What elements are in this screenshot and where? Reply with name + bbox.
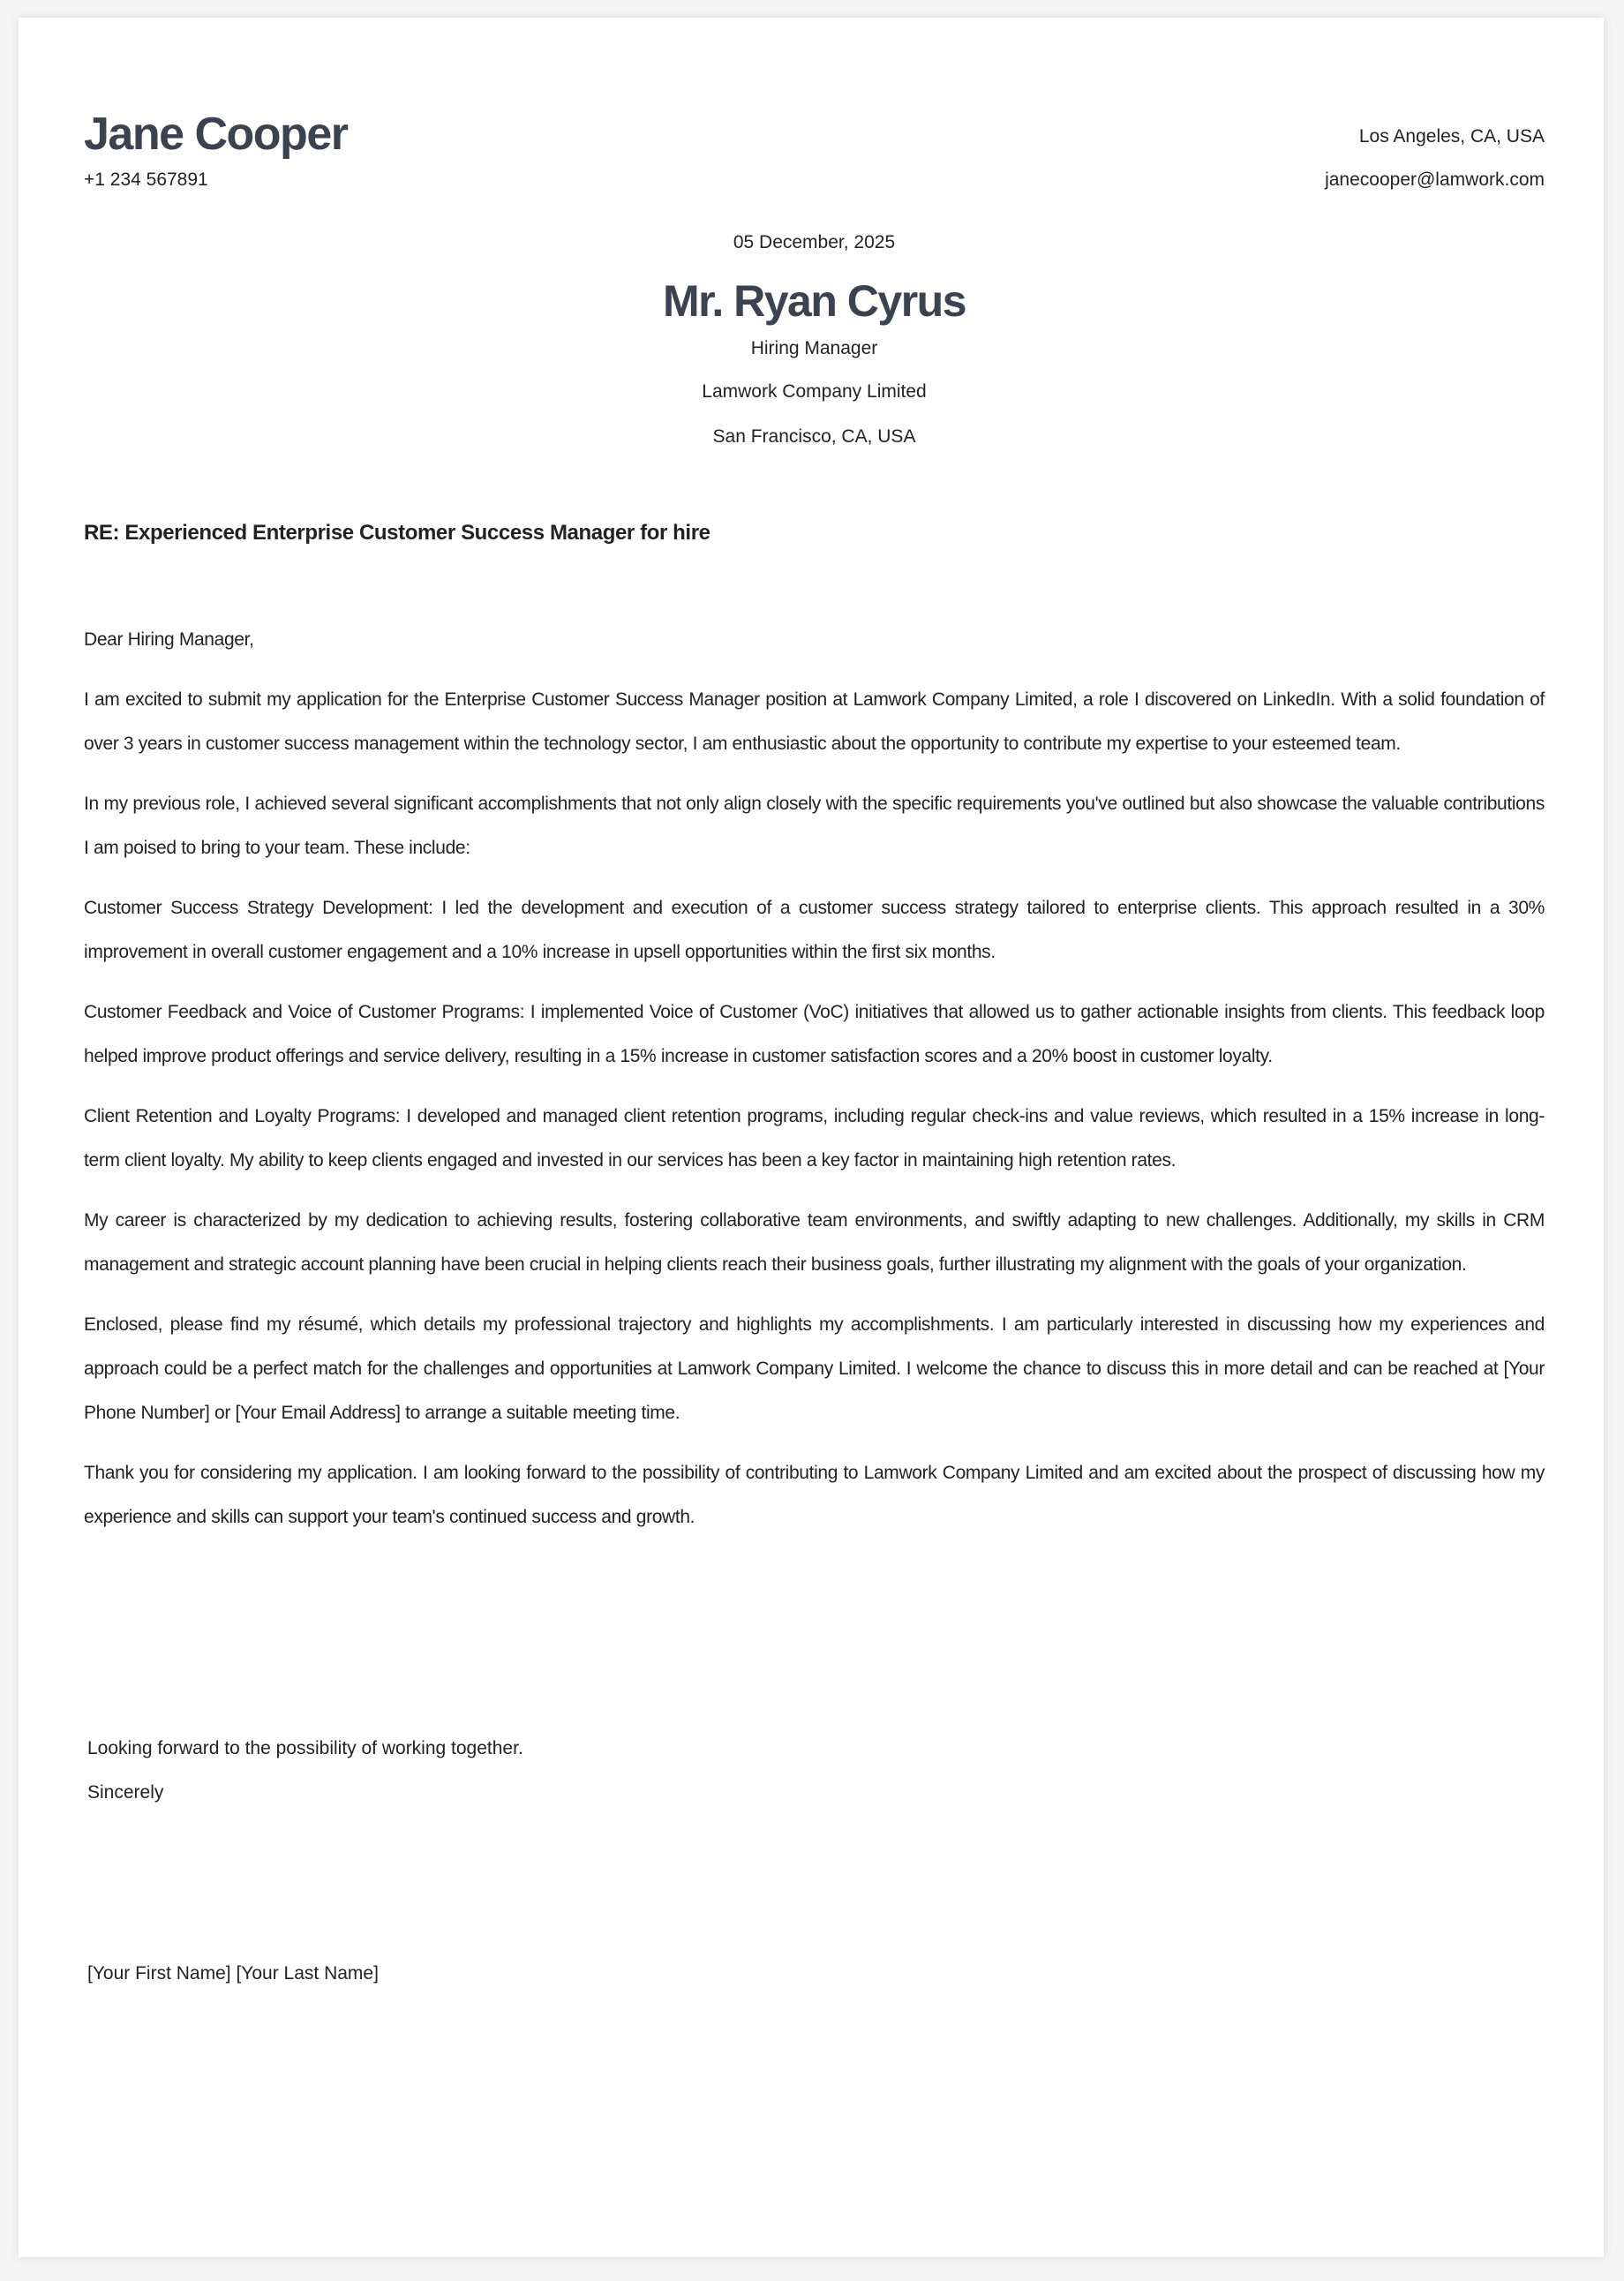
sender-address: Los Angeles, CA, USA — [1358, 126, 1545, 147]
sender-name: Jane Cooper — [84, 109, 348, 160]
paragraph: Customer Success Strategy Development: I led the development and execution of a customer success strategy tailored to enterprise clients. This approach resulted in a 30% improvement in overall customer engagement and a 10% increase in upsell opportunities within the first six months. — [84, 898, 1545, 962]
closing-line: Looking forward to the possibility of working together. — [87, 1738, 523, 1758]
recipient-company: Lamwork Company Limited — [702, 381, 927, 402]
closing-block — [87, 1727, 523, 1815]
letter-body — [84, 618, 1545, 1555]
sender-phone: +1 234 567891 — [84, 169, 208, 190]
paragraph: Thank you for considering my application. I am looking forward to the possibility of contributing to Lamwork Company Limited and am excited about the prospect of discussing how my experience and skills can support your team's continued success and growth. — [84, 1463, 1545, 1527]
signoff: Sincerely — [87, 1782, 164, 1803]
letter-page — [19, 18, 1604, 2257]
paragraph: Enclosed, please find my résumé, which details my professional trajectory and highlights my accomplishments. I am particularly interested in discussing how my experiences and approach could be a perfect match for the challenges and opportunities at Lamwork Company Limited. I welcome the chance to discuss this in more detail and can be reached at [Your Phone Number] or [Your Email Address] to arrange a suitable meeting time. — [84, 1314, 1545, 1423]
recipient-title: Hiring Manager — [750, 338, 878, 358]
paragraph: I am excited to submit my application for the Enterprise Customer Success Manager position at Lamwork Company Limited, a role I discovered on LinkedIn. With a solid foundation of over 3 years in customer success management within the technology sector, I am enthusiastic about the opportunity to contribute my expertise to your esteemed team. — [84, 689, 1545, 754]
salutation: Dear Hiring Manager, — [84, 629, 254, 650]
recipient-address: San Francisco, CA, USA — [712, 426, 916, 447]
paragraph: My career is characterized by my dedication to achieving results, fostering collaborative team environments, and swiftly adapting to new challenges. Additionally, my skills in CRM management and strategic account planning have been crucial in helping clients reach their business goals, further illustrating my alignment with the goals of your organization. — [84, 1210, 1545, 1275]
paragraph: In my previous role, I achieved several significant accomplishments that not only align closely with the specific requirements you've outlined but also showcase the valuable contributions I am poised to bring to your team. These include: — [84, 794, 1545, 858]
signature-name: [Your First Name] [Your Last Name] — [87, 1963, 379, 1984]
paragraph: Customer Feedback and Voice of Customer Programs: I implemented Voice of Customer (VoC) initiatives that allowed us to gather actionable insights from clients. This feedback loop helped improve product offerings and service delivery, resulting in a 15% increase in customer satisfaction scores and a 20% boost in customer loyalty. — [84, 1002, 1545, 1066]
paragraph: Client Retention and Loyalty Programs: I developed and managed client retention programs, including regular check-ins and value reviews, which resulted in a 15% increase in long-term client loyalty. My ability to keep clients engaged and invested in our services has been a key factor in maintaining high retention rates. — [84, 1106, 1545, 1171]
letter-date: 05 December, 2025 — [733, 232, 896, 252]
sender-email: janecooper@lamwork.com — [1325, 169, 1545, 190]
recipient-name: Mr. Ryan Cyrus — [662, 276, 966, 326]
subject-line: RE: Experienced Enterprise Customer Success Manager for hire — [84, 521, 710, 545]
